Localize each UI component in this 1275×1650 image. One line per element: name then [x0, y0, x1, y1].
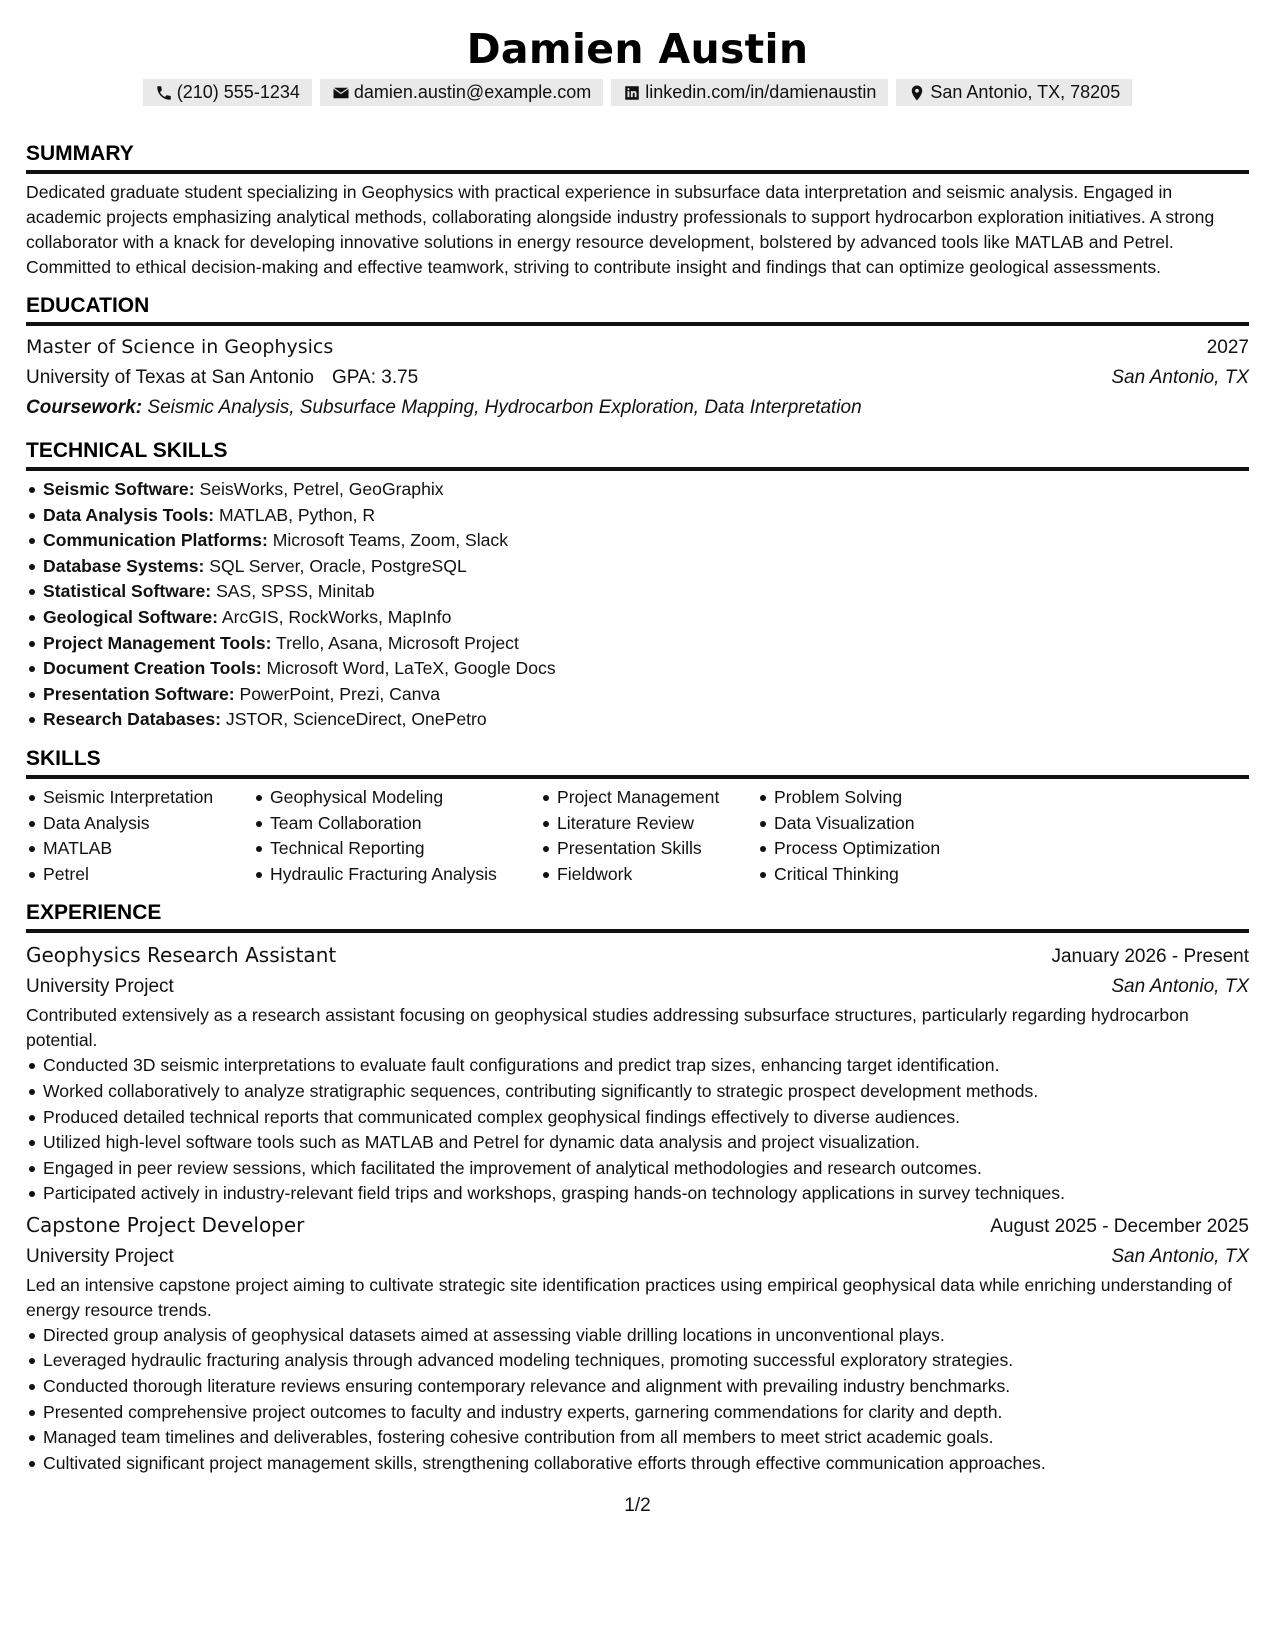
list-item: Engaged in peer review sessions, which facilitated the improvement of analytical methodologies and research outcomes. — [43, 1156, 1249, 1182]
list-item — [43, 477, 1249, 503]
list-item: Presentation Skills — [557, 836, 757, 862]
list-item: Petrel — [43, 862, 253, 888]
skills-grid — [26, 785, 1249, 887]
job-entry — [26, 1209, 1249, 1477]
list-item: Worked collaboratively to analyze stratigraphic sequences, contributing significantly to strategic prospect development methods. — [43, 1079, 1249, 1105]
skill-category: Seismic Software: — [43, 479, 195, 499]
skill-values: JSTOR, ScienceDirect, OnePetro — [225, 709, 487, 730]
list-item: MATLAB — [43, 836, 253, 862]
list-item — [43, 707, 1249, 733]
degree-title: Master of Science in Geophysics — [26, 336, 334, 358]
school-location: San Antonio, TX — [1111, 367, 1249, 388]
list-item: Geophysical Modeling — [270, 785, 540, 811]
job-subheader — [26, 972, 1249, 1002]
list-item: Leveraged hydraulic fracturing analysis through advanced modeling techniques, promoting successful exploratory strategies. — [43, 1348, 1249, 1374]
skills-column — [757, 785, 994, 887]
education-heading: EDUCATION — [26, 294, 150, 317]
graduation-year: 2027 — [1206, 337, 1249, 358]
contact-phone — [143, 79, 312, 106]
experience-heading: EXPERIENCE — [26, 901, 162, 925]
list-item: Produced detailed technical reports that communicated complex geophysical findings effectively to diverse audiences. — [43, 1105, 1249, 1131]
skills-column — [253, 785, 540, 887]
school-line — [26, 363, 418, 393]
phone-icon — [155, 84, 173, 102]
job-bullets — [26, 1053, 1249, 1207]
coursework — [26, 393, 1249, 423]
contact-location — [896, 79, 1132, 106]
resume-page — [26, 22, 1249, 1476]
skill-values: PowerPoint, Prezi, Canva — [239, 683, 440, 704]
list-item — [43, 631, 1249, 657]
list-item: Hydraulic Fracturing Analysis — [270, 862, 540, 888]
section-divider — [26, 170, 1249, 174]
job-subheader — [26, 1242, 1249, 1272]
list-item — [43, 682, 1249, 708]
section-divider — [26, 467, 1249, 471]
list-item: Critical Thinking — [774, 862, 994, 888]
list-item: Utilized high-level software tools such as MATLAB and Petrel for dynamic data analysis and project visualization. — [43, 1130, 1249, 1156]
technical-skills-section — [26, 437, 1249, 733]
skill-category: Project Management Tools: — [43, 632, 272, 653]
education-section — [26, 292, 1249, 423]
school-name: University of Texas at San Antonio — [26, 367, 314, 388]
list-item: Project Management — [557, 785, 757, 811]
envelope-icon — [332, 84, 350, 102]
list-item: Seismic Interpretation — [43, 785, 253, 811]
list-item: Problem Solving — [774, 785, 994, 811]
list-item: Participated actively in industry-relevant field trips and workshops, grasping hands-on technology applications in survey techniques. — [43, 1181, 1249, 1207]
coursework-label: Coursework: — [26, 397, 143, 418]
job-org: University Project — [26, 1245, 174, 1267]
list-item: Conducted 3D seismic interpretations to evaluate fault configurations and predict trap sizes, enhancing target identification. — [43, 1053, 1249, 1079]
list-item — [43, 528, 1249, 554]
section-divider — [26, 929, 1249, 933]
list-item: Managed team timelines and deliverables, fostering cohesive contribution from all members to meet strict academic goals. — [43, 1425, 1249, 1451]
skill-category: Geological Software: — [43, 606, 218, 627]
skill-category: Research Databases: — [43, 709, 221, 730]
technical-skills-list — [26, 477, 1249, 733]
location-text: San Antonio, TX, 78205 — [930, 82, 1121, 102]
skills-heading: SKILLS — [26, 746, 101, 770]
map-marker-icon — [908, 84, 926, 102]
job-header — [26, 939, 1249, 972]
skill-values: ArcGIS, RockWorks, MapInfo — [221, 606, 452, 627]
job-title: Geophysics Research Assistant — [26, 943, 337, 968]
skill-category: Presentation Software: — [43, 683, 235, 704]
job-dates: August 2025 - December 2025 — [990, 1215, 1249, 1237]
job-location: San Antonio, TX — [1111, 976, 1249, 998]
job-entry — [26, 939, 1249, 1207]
job-dates: January 2026 - Present — [1051, 946, 1249, 968]
skills-section — [26, 745, 1249, 887]
list-item: Data Visualization — [774, 811, 994, 837]
gpa: GPA: 3.75 — [331, 367, 419, 388]
job-summary: Led an intensive capstone project aiming to cultivate strategic site identification practices using empirical geophysical data while enriching understanding of energy resource trends. — [26, 1274, 1232, 1320]
job-bullets — [26, 1323, 1249, 1477]
list-item: Process Optimization — [774, 836, 994, 862]
summary-section — [26, 140, 1249, 280]
list-item: Team Collaboration — [270, 811, 540, 837]
skill-category: Database Systems: — [43, 555, 205, 576]
skill-values: Trello, Asana, Microsoft Project — [276, 632, 519, 653]
job-org: University Project — [26, 976, 174, 998]
contact-linkedin[interactable] — [611, 79, 888, 106]
skill-category: Data Analysis Tools: — [43, 504, 215, 525]
coursework-list: Seismic Analysis, Subsurface Mapping, Hydrocarbon Exploration, Data Interpretation — [147, 397, 862, 418]
job-summary: Contributed extensively as a research assistant focusing on geophysical studies addressing subsurface structures, particularly regarding hydrocarbon potential. — [26, 1005, 1189, 1051]
list-item: Fieldwork — [557, 862, 757, 888]
candidate-name: Damien Austin — [466, 25, 809, 73]
phone-text: (210) 555-1234 — [176, 82, 300, 102]
list-item: Technical Reporting — [270, 836, 540, 862]
skills-column — [26, 785, 253, 887]
section-divider — [26, 775, 1249, 779]
list-item: Presented comprehensive project outcomes to faculty and industry experts, garnering commendations for clarity and depth. — [43, 1400, 1249, 1426]
list-item — [43, 605, 1249, 631]
skills-column — [540, 785, 757, 887]
experience-section — [26, 899, 1249, 1476]
skill-values: SQL Server, Oracle, PostgreSQL — [209, 555, 467, 576]
list-item — [43, 554, 1249, 580]
summary-heading: SUMMARY — [26, 142, 134, 165]
skill-values: SeisWorks, Petrel, GeoGraphix — [199, 479, 444, 499]
job-header — [26, 1209, 1249, 1242]
summary-text: Dedicated graduate student specializing in Geophysics with practical experience in subsurface data interpretation and seismic analysis. Engaged in academic projects emphasizing analytical methods, collaborating alongside industry professionals to support hydrocarbon exploration initiatives. A strong collaborator with a knack for developing innovative solutions in energy resource development, bolstered by advanced tools like MATLAB and Petrel. Committed to ethical decision-making and effective teamwork, striving to contribute insight and findings that can optimize geological assessments. — [26, 182, 1215, 277]
skill-category: Statistical Software: — [43, 581, 212, 602]
skill-values: MATLAB, Python, R — [218, 504, 376, 525]
skill-values: SAS, SPSS, Minitab — [216, 581, 375, 602]
skill-category: Communication Platforms: — [43, 530, 268, 551]
technical-skills-heading: TECHNICAL SKILLS — [26, 439, 228, 462]
list-item: Conducted thorough literature reviews ensuring contemporary relevance and alignment with prevailing industry benchmarks. — [43, 1374, 1249, 1400]
skill-category: Document Creation Tools: — [43, 658, 262, 679]
list-item — [43, 656, 1249, 682]
contact-bar — [26, 79, 1249, 106]
list-item: Data Analysis — [43, 811, 253, 837]
list-item — [43, 503, 1249, 529]
list-item: Cultivated significant project management skills, strengthening collaborative efforts through effective communication approaches. — [43, 1451, 1249, 1477]
list-item: Directed group analysis of geophysical datasets aimed at assessing viable drilling locations in unconventional plays. — [43, 1323, 1249, 1349]
section-divider — [26, 322, 1249, 326]
degree-row — [26, 332, 1249, 363]
contact-email[interactable] — [320, 79, 603, 106]
job-title: Capstone Project Developer — [26, 1212, 305, 1237]
list-item — [43, 579, 1249, 605]
skill-values: Microsoft Word, LaTeX, Google Docs — [266, 658, 556, 679]
email-link[interactable]: damien.austin@example.com — [353, 82, 592, 102]
school-row — [26, 363, 1249, 393]
linkedin-icon — [623, 84, 641, 102]
list-item: Literature Review — [557, 811, 757, 837]
page-number: 1/2 — [624, 1495, 651, 1516]
job-location: San Antonio, TX — [1111, 1245, 1249, 1267]
linkedin-link[interactable]: linkedin.com/in/damienaustin — [645, 82, 877, 102]
skill-values: Microsoft Teams, Zoom, Slack — [272, 530, 509, 551]
